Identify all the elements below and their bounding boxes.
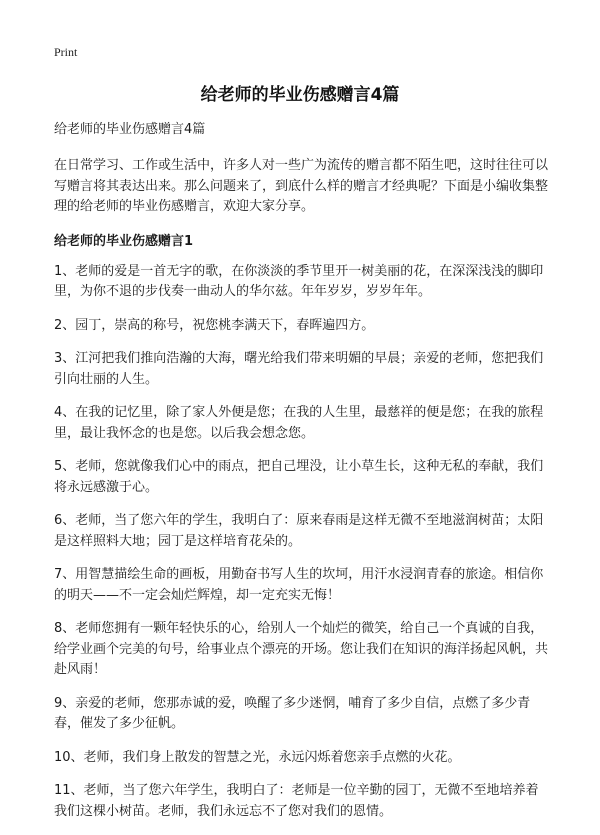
list-item: 2、园丁，崇高的称号，祝您桃李满天下，春晖遍四方。 [54,317,375,333]
list-item: 6、老师，当了您六年的学生，我明白了：原来春雨是这样无微不至地滋润树苗；太阳是这样照料大地；园丁是这样培育花朵的。 [54,513,544,549]
list-item: 5、老师，您就像我们心中的雨点，把自己埋没，让小草生长，这种无私的奉献，我们将永远感激于心。 [54,459,544,495]
list-item: 3、江河把我们推向浩瀚的大海，曙光给我们带来明媚的早晨；亲爱的老师，您把我们引向壮丽的人生。 [54,351,544,387]
list-item: 1、老师的爱是一首无字的歌，在你淡淡的季节里开一树美丽的花，在深深浅浅的脚印里，为你不退的步伐奏一曲动人的华尔兹。年年岁岁，岁岁年年。 [54,263,544,299]
list-item: 8、老师您拥有一颗年轻快乐的心，给别人一个灿烂的微笑，给自己一个真诚的自我，给学业画个完美的句号，给事业点个漂亮的开场。您让我们在知识的海洋扬起风帆，共赴风雨！ [54,621,549,677]
item-list [54,262,550,823]
intro-paragraph: 在日常学习、工作或生活中，许多人对一些广为流传的赠言都不陌生吧，这时往往可以写赠言将其表达出来。那么问题来了，到底什么样的赠言才经典呢？下面是小编收集整理的给老师的毕业伤感赠言，欢迎大家分享。 [54,158,549,214]
document-body [54,120,550,835]
page-title: 给老师的毕业伤感赠言4篇 [200,85,400,105]
list-item: 7、用智慧描绘生命的画板，用勤奋书写人生的坎坷，用汗水浸润青春的旅途。相信你的明天——不一定会灿烂辉煌，却一定充实无悔！ [54,567,544,603]
list-item: 10、老师，我们身上散发的智慧之光，永远闪烁着您亲手点燃的火花。 [54,749,461,765]
section-heading: 给老师的毕业伤感赠言1 [54,233,194,249]
list-item: 4、在我的记忆里，除了家人外便是您；在我的人生里，最慈祥的便是您；在我的旅程里，最让我怀念的也是您。以后我会想念您。 [54,405,544,441]
list-item: 9、亲爱的老师，您那赤诚的爱，唤醒了多少迷惘，哺育了多少自信，点燃了多少青春，催发了多少征帆。 [54,695,531,731]
print-label: Print [54,45,78,59]
document-subtitle: 给老师的毕业伤感赠言4篇 [54,122,206,137]
list-item: 11、老师，当了您六年学生，我明白了：老师是一位辛勤的园丁，无微不至地培养着我们这棵小树苗。老师，我们永远忘不了您对我们的恩情。 [54,783,539,819]
